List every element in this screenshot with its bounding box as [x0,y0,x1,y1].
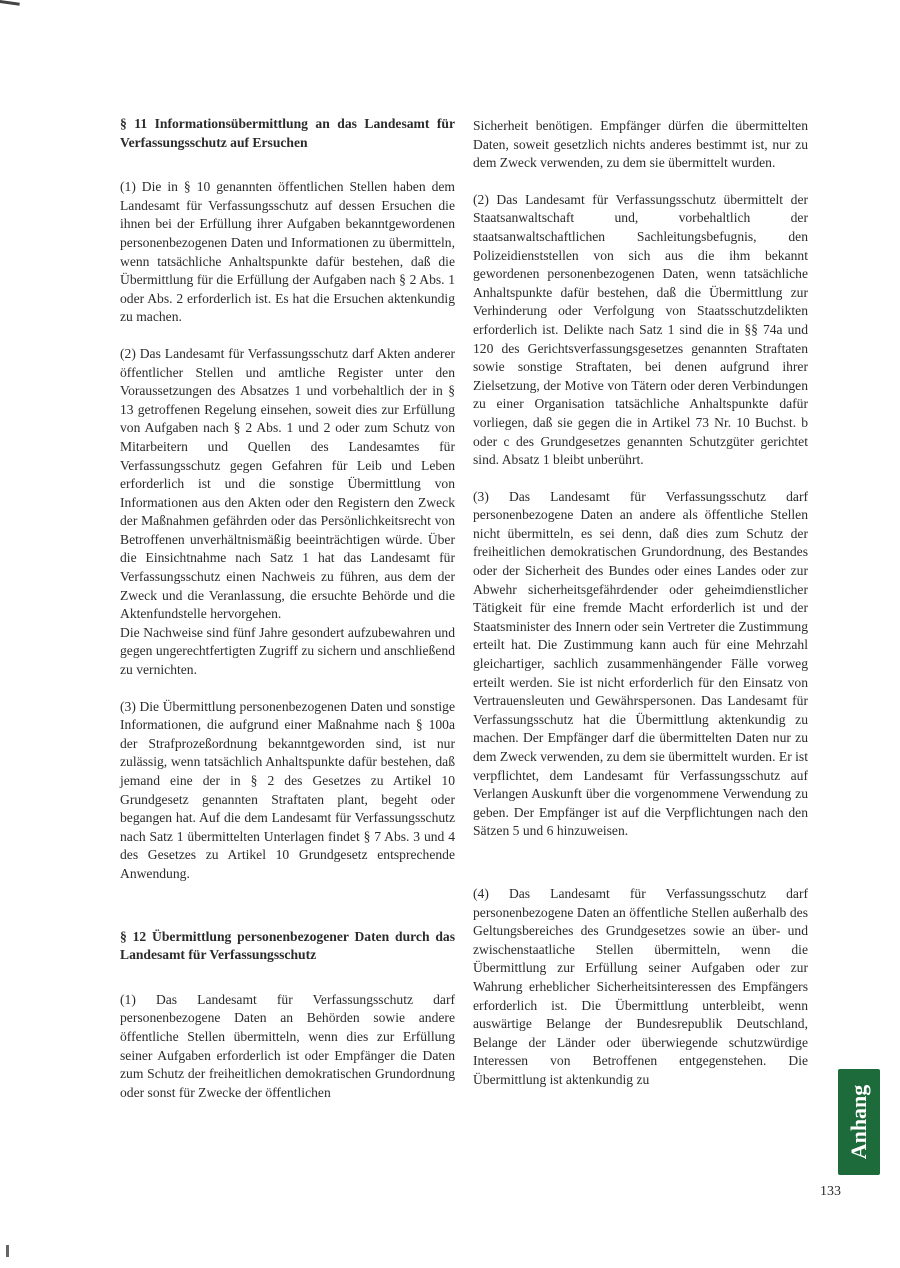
section-12-paragraph-2: (2) Das Landesamt für Verfassungsschutz übermittelt der Staatsanwaltschaft und, vorbehaltlich der staatsanwaltschaftlichen Sachleitungsbefugnis, den Polizeidienststellen von sich aus die ihm bekannt gewordenen personenbezogenen Daten, wenn tatsächliche Anhaltspunkte dafür bestehen, daß die Übermittlung zur Verhinderung oder Verfolgung von Staatsschutzdelikten erforderlich ist. Delikte nach Satz 1 sind die in §§ 74a und 120 des Gerichtsverfassungsgesetzes genannten Straftaten sowie sonstige Straftaten, bei denen aufgrund ihrer Zielsetzung, der Motive von Tätern oder deren Verbindungen zu einer Organisation tatsächliche Anhaltspunkte dafür vorliegen, daß sie gegen die in Artikel 73 Nr. 10 Buchst. b oder c des Grundgesetzes genannten Schutzgüter gerichtet sind. Absatz 1 bleibt unberührt. [473,191,808,468]
appendix-tab-label: Anhang [846,1084,871,1160]
section-11-paragraph-2-note: Die Nachweise sind fünf Jahre gesondert aufzubewahren und gegen ungerechtfertigten Zugriff zu sichern und anschließend zu vernichten. [120,624,455,678]
right-column [473,117,808,1108]
scan-corner-mark [0,0,20,18]
page-number: 133 [820,1184,841,1199]
appendix-tab [838,1069,880,1175]
section-12-paragraph-4: (4) Das Landesamt für Verfassungsschutz darf personenbezogene Daten an öffentliche Stellen außerhalb des Geltungsbereiches des Grundgesetzes sowie an über- und zwischenstaatliche Stellen übermitteln, wenn die Übermittlung zur Erfüllung seiner Aufgaben oder zur Wahrung erheblicher Sicherheitsinteressen des Empfängers erforderlich ist. Die Übermittlung unterbleibt, wenn auswärtige Belange der Bundesrepublik Deutschland, Belange der Länder oder überwiegende schutzwürdige Interessen von Betroffenen entgegenstehen. Die Übermittlung ist aktenkundig zu [473,885,808,1087]
section-11-paragraph-3: (3) Die Übermittlung personenbezogenen Daten und sonstige Informationen, die aufgrund einer Maßnahme nach § 100a der Strafprozeßordnung bekanntgeworden sind, ist nur zulässig, wenn tatsächlich Anhaltspunkte dafür bestehen, daß jemand eine der in § 2 des Gesetzes zu Artikel 10 Grundgesetz genannten Straftaten plant, begeht oder begangen hat. Auf die dem Landesamt für Verfassungsschutz nach Satz 1 übermittelten Unterlagen findet § 7 Abs. 3 und 4 des Gesetzes zu Artikel 10 Grundgesetz entsprechende Anwendung. [120,698,455,881]
section-12-paragraph-3: (3) Das Landesamt für Verfassungsschutz darf personenbezogene Daten an andere als öffentliche Stellen nicht übermitteln, es sei denn, daß dies zum Schutz der freiheitlichen demokratischen Grundordnung, des Bestandes oder der Sicherheit des Bundes oder eines Landes oder zur Abwehr sicherheitsgefährdender oder geheimdienstlicher Tätigkeit für eine fremde Macht erforderlich ist und der Staatsminister des Innern oder sein Vertreter die Zustimmung erteilt hat. Die Zustimmung kann auch für eine Mehrzahl gleichartiger, sachlich zusammenhängender Fälle vorweg erteilt werden. Sie ist nicht erforderlich für den Einsatz von Vertrauensleuten und Gewährspersonen. Das Landesamt für Verfassungsschutz hat die Übermittlung aktenkundig zu machen. Der Empfänger darf die übermittelten Daten nur zu dem Zweck verwenden, zu dem sie übermittelt wurden. Er ist verpflichtet, dem Landesamt für Verfassungsschutz auf Verlangen Auskunft über die vorgenommene Verwendung zu geben. Der Empfänger ist auf die Verpflichtungen nach den Sätzen 5 und 6 hinzuweisen. [473,488,808,839]
section-12-paragraph-1: (1) Das Landesamt für Verfassungsschutz darf personenbezogene Daten an Behörden sowie andere öffentliche Stellen übermitteln, wenn dies zur Erfüllung seiner Aufgaben erforderlich ist oder Empfänger die Daten zum Schutz der freiheitlichen demokratischen Grundordnung oder sonst für Zwecke der öffentlichen [120,991,455,1100]
section-12-paragraph-1-continued: Sicherheit benötigen. Empfänger dürfen die übermittelten Daten, soweit gesetzlich nichts anderes bestimmt ist, nur zu dem Zweck verwenden, zu dem sie übermittelt wurden. [473,118,808,171]
left-column [120,115,455,1120]
section-11-paragraph-1: (1) Die in § 10 genannten öffentlichen Stellen haben dem Landesamt für Verfassungsschutz auf dessen Ersuchen die ihnen bei der Erfüllung ihrer Aufgaben bekanntgewordenen personenbezogenen Daten und Informationen zu übermitteln, wenn tatsächliche Anhaltspunkte dafür bestehen, daß die Übermittlung für die Erfüllung der Aufgaben nach § 2 Abs. 1 oder Abs. 2 erforderlich ist. Es hat die Ersuchen aktenkundig zu machen. [120,179,455,325]
scan-edge-mark [6,1245,9,1257]
section-11-heading: § 11 Informationsübermittlung an das Landesamt für Verfassungsschutz auf Ersuchen [120,116,455,150]
section-11-paragraph-2: (2) Das Landesamt für Verfassungsschutz darf Akten anderer öffentlicher Stellen und amtliche Register unter den Voraussetzungen des Absatzes 1 und vorbehaltlich der in § 13 getroffenen Regelung einsehen, soweit dies zur Erfüllung von Aufgaben nach § 2 Abs. 1 und 2 oder zum Schutz von Mitarbeitern und Quellen des Landesamtes für Verfassungsschutz gegen Gefahren für Leib und Leben erforderlich ist und die sonstige Übermittlung von Informationen aus den Akten oder den Registern den Zweck der Maßnahmen gefährden oder das Persönlichkeitsrecht von Betroffenen unverhältnismäßig beeinträchtigen würde. Über die Einsichtnahme nach Satz 1 hat das Landesamt für Verfassungsschutz einen Nachweis zu führen, aus dem der Zweck und die Veranlassung, die ersuchte Behörde und die Aktenfundstelle hervorgehen. [120,345,455,622]
section-12-heading: § 12 Übermittlung personenbezogener Daten durch das Landesamt für Verfassungsschutz [120,928,455,963]
